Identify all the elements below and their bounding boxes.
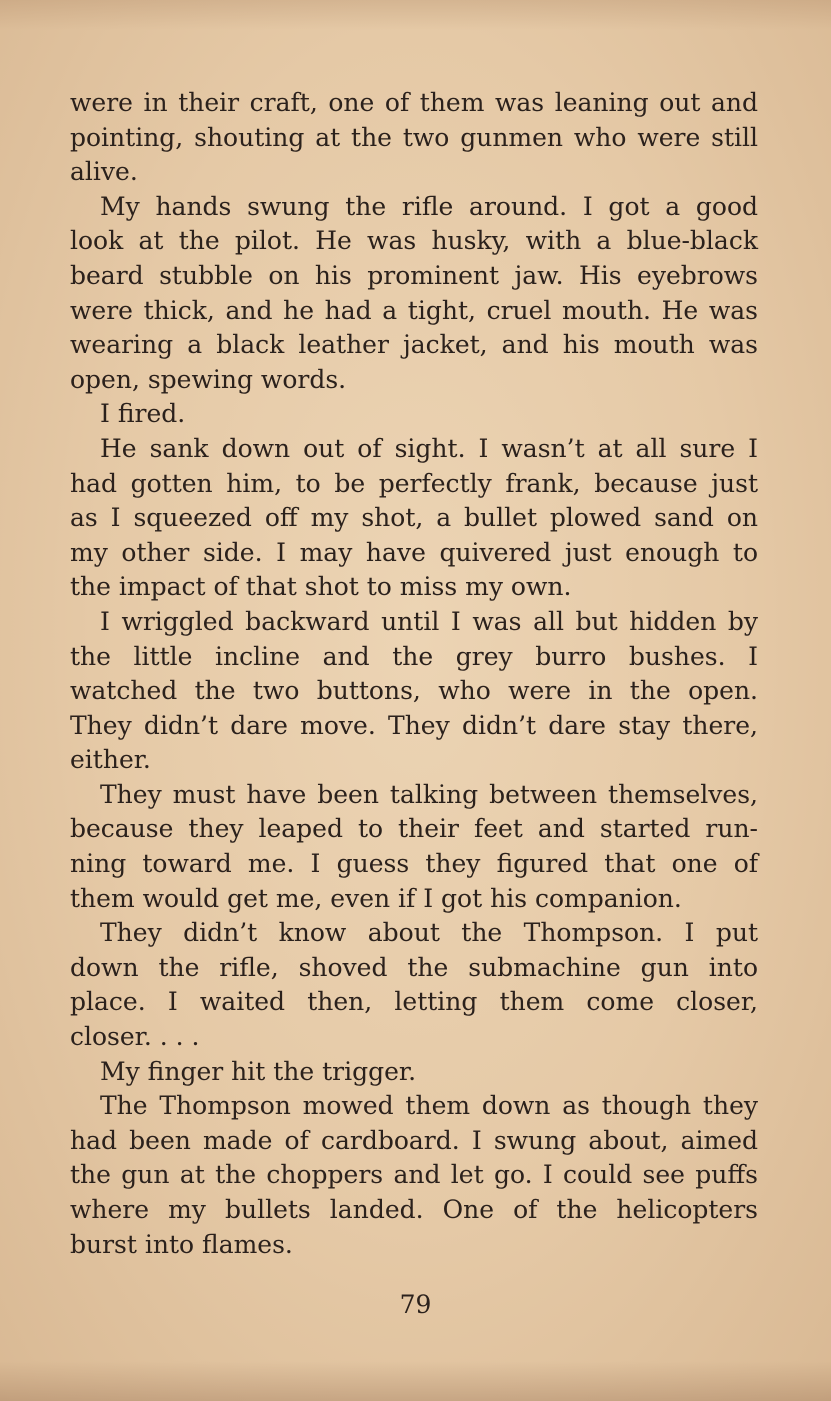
text-line: beard stubble on his prominent jaw. His eyebrows xyxy=(70,260,758,290)
text-line: where my bullets landed. One of the helicopters xyxy=(70,1195,758,1224)
text-line: were in their craft, one of them was leaning out and xyxy=(70,88,758,117)
text-line: They didn’t dare move. They didn’t dare stay there, xyxy=(70,710,758,740)
text-line: watched the two buttons, who were in the open. xyxy=(70,676,758,706)
text-line: My finger hit the trigger. xyxy=(100,1056,417,1086)
text-line: I fired. xyxy=(100,399,186,429)
page-bottom-shading xyxy=(0,1361,831,1401)
text-line: ning toward me. I guess they figured that one of xyxy=(70,849,758,879)
text-line: were thick, and he had a tight, cruel mouth. He was xyxy=(70,295,758,325)
page-number: 79 xyxy=(399,1290,432,1319)
text-line: My hands swung the rifle around. I got a good xyxy=(100,191,758,221)
text-line: as I squeezed off my shot, a bullet plowed sand on xyxy=(70,503,758,533)
text-line: the gun at the choppers and let go. I could see puffs xyxy=(70,1160,758,1190)
text-line: because they leaped to their feet and started run- xyxy=(70,814,758,844)
text-line: had gotten him, to be perfectly frank, because just xyxy=(70,468,758,498)
page-body-text xyxy=(70,86,758,1262)
text-line: look at the pilot. He was husky, with a blue-black xyxy=(70,226,758,256)
text-line: I wriggled backward until I was all but hidden by xyxy=(100,606,758,636)
text-line: the little incline and the grey burro bushes. I xyxy=(70,641,758,671)
page-top-shading xyxy=(0,0,831,30)
text-line: either. xyxy=(70,745,151,775)
text-line: pointing, shouting at the two gunmen who were still xyxy=(70,122,758,152)
text-line: them would get me, even if I got his companion. xyxy=(70,883,682,913)
text-line: alive. xyxy=(70,157,138,187)
text-line: They didn’t know about the Thompson. I put xyxy=(100,918,758,948)
text-line: the impact of that shot to miss my own. xyxy=(70,572,572,602)
text-line: The Thompson mowed them down as though they xyxy=(100,1091,758,1121)
text-line: burst into flames. xyxy=(70,1229,293,1259)
text-line: place. I waited then, letting them come closer, xyxy=(70,987,758,1017)
text-line: down the rifle, shoved the submachine gun into xyxy=(70,952,758,982)
text-line: my other side. I may have quivered just enough to xyxy=(70,537,758,567)
text-line: closer. . . . xyxy=(70,1022,200,1052)
text-line: He sank down out of sight. I wasn’t at all sure I xyxy=(100,433,758,463)
text-line: They must have been talking between themselves, xyxy=(100,779,758,809)
text-line: had been made of cardboard. I swung about, aimed xyxy=(70,1125,758,1155)
text-line: open, spewing words. xyxy=(70,364,347,394)
text-line: wearing a black leather jacket, and his mouth was xyxy=(70,330,758,360)
